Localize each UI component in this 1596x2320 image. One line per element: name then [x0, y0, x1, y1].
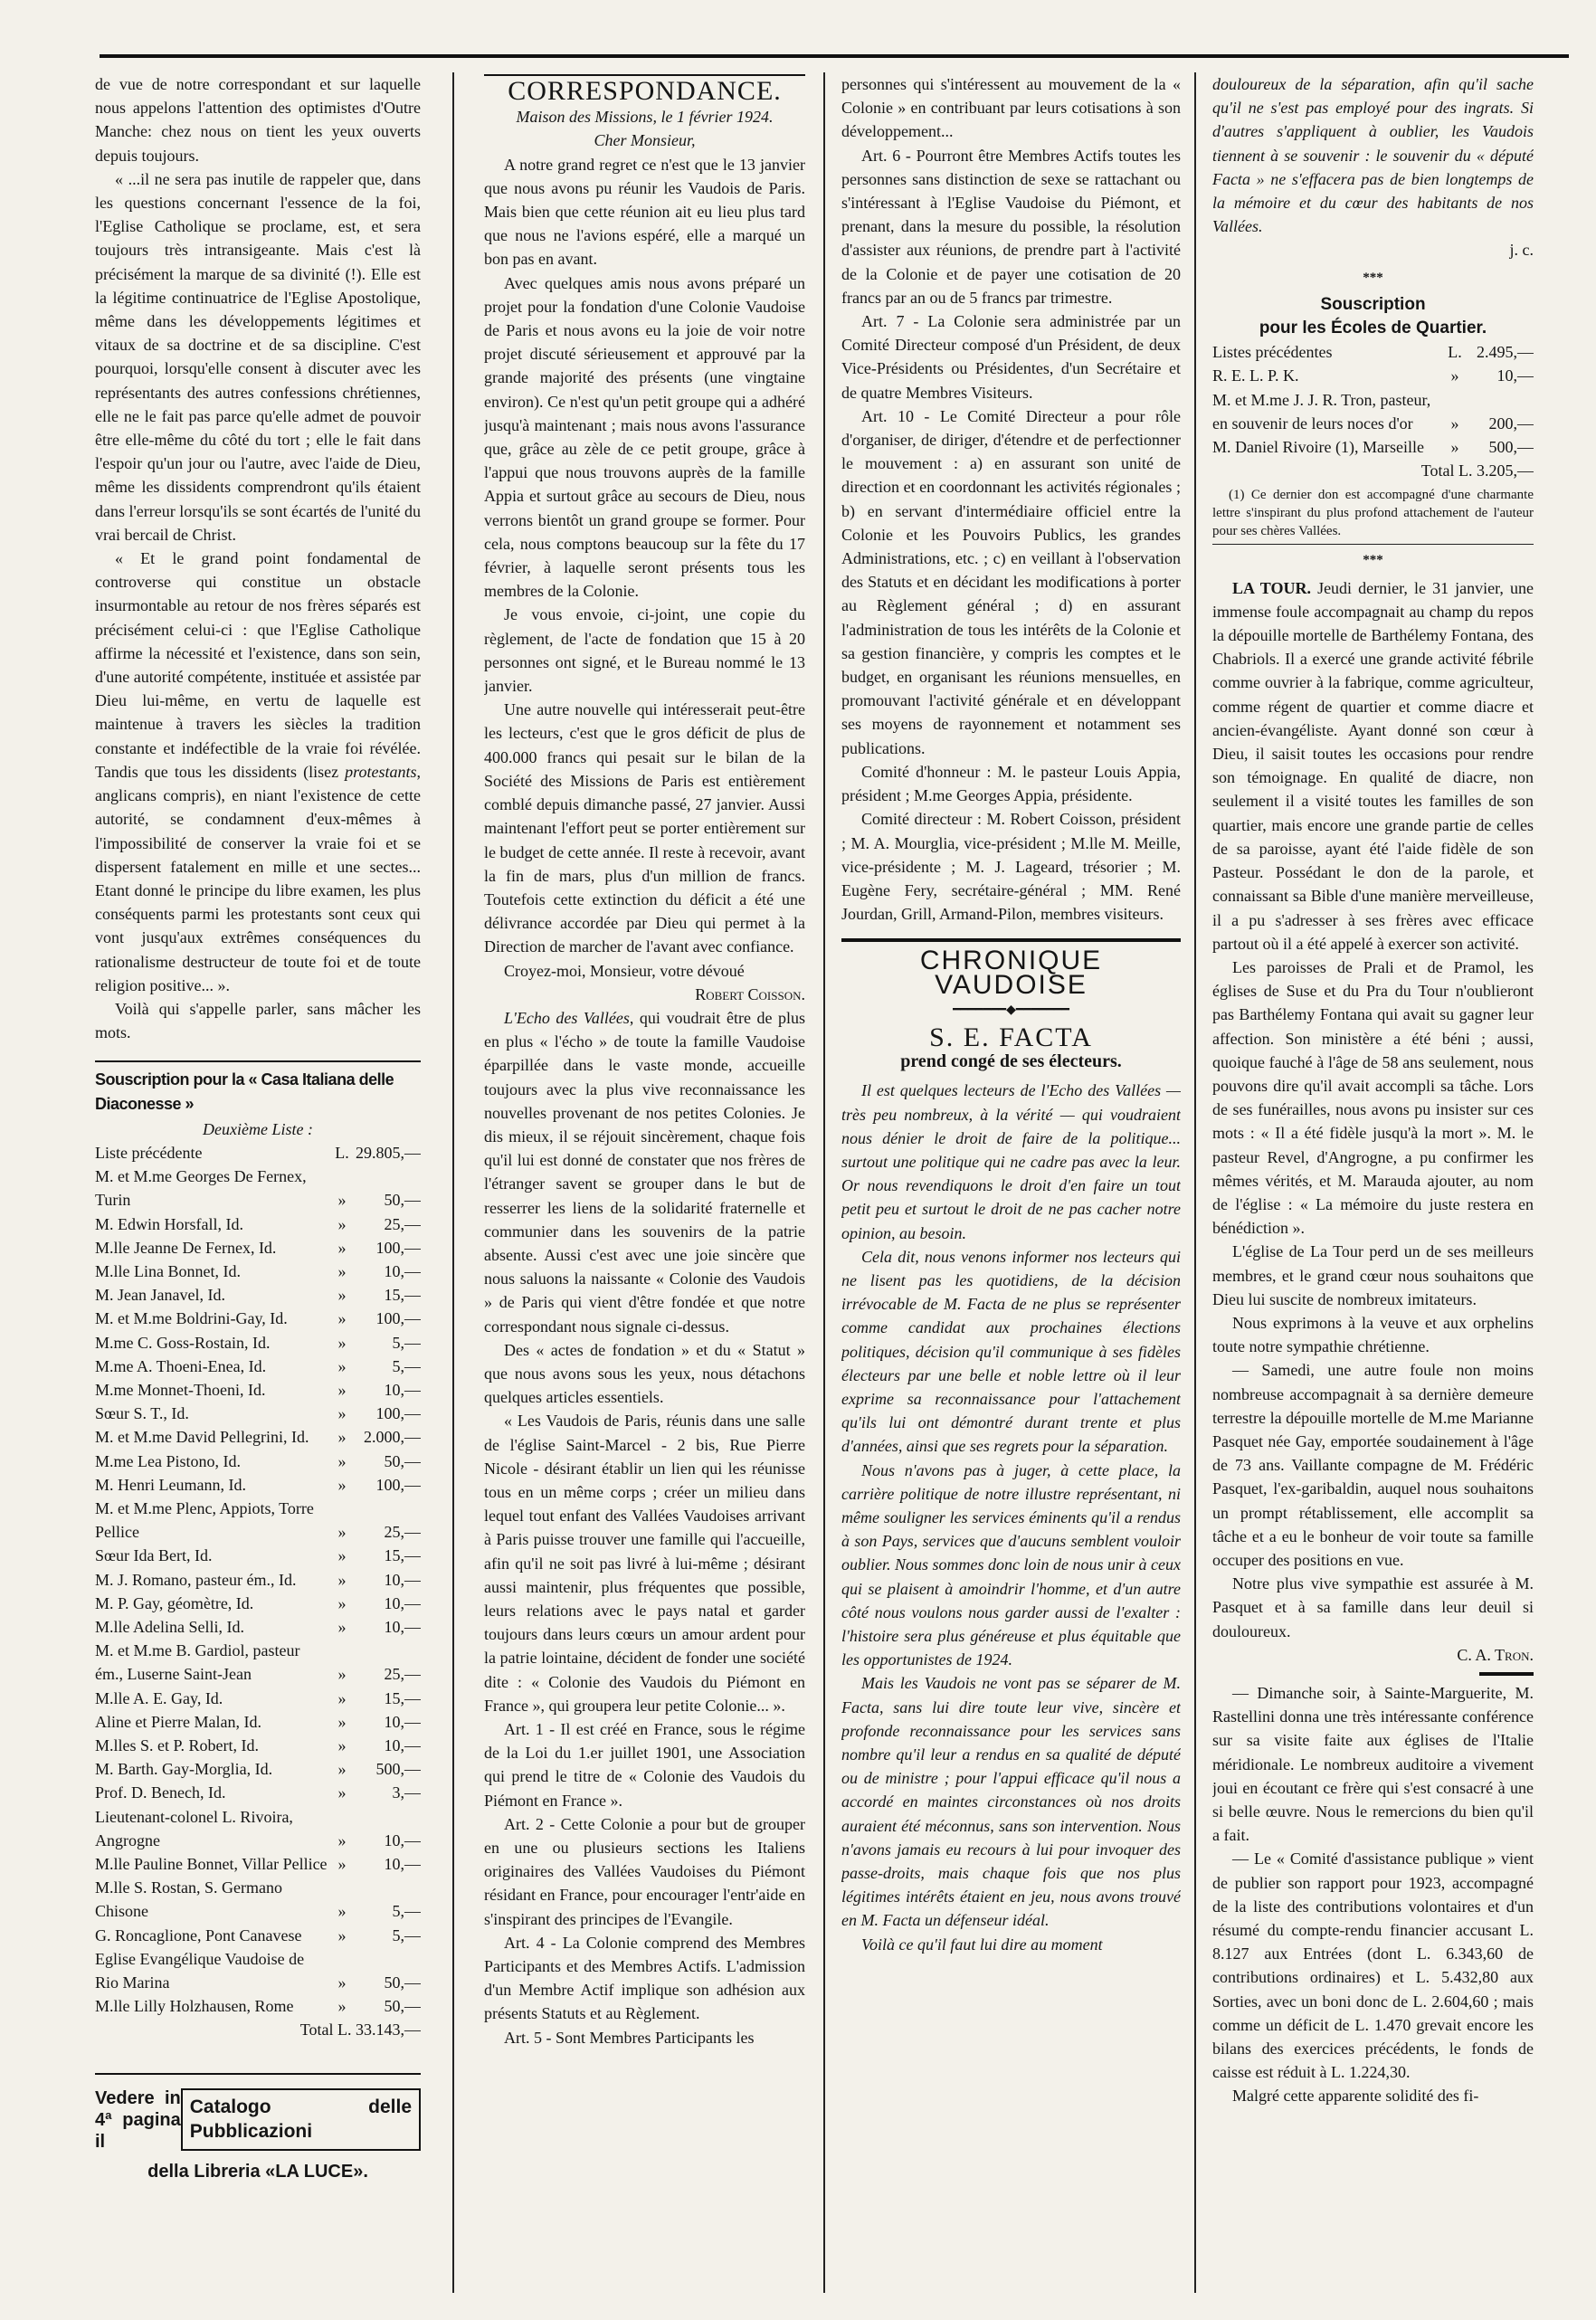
donor-name: Sœur Ida Bert, Id.: [95, 1546, 213, 1565]
currency-mark: »: [337, 1925, 347, 1944]
currency-mark: »: [337, 1593, 347, 1612]
school-subscription-title: Souscription: [1320, 294, 1426, 314]
currency-mark: »: [1450, 366, 1459, 385]
amount: 2.000,—: [364, 1428, 421, 1447]
list-row: [95, 1473, 421, 1497]
currency-mark: »: [337, 1830, 347, 1849]
donor-name: M.lle Lilly Holzhausen, Rome: [95, 1997, 294, 2016]
donor-name: M. Jean Janavel, Id.: [95, 1286, 225, 1305]
amount: 100,—: [375, 1309, 421, 1328]
paragraph: Nous n'avons pas à juger, à cette place, la carrière politique de notre illustre représentant, ni même souligner les services éminents qu'il a rendus à son Pays, services que d'aucuns semblent vouloir oublier. Nous sommes donc loin de nous unir à ceux qui se plaisent à amoindrir l'homme, et d'un autre côté nous voulons nous garder aussi de l'exalter : l'histoire sera plus généreuse et plus équitable que les opportunistes de 1924.: [841, 1460, 1181, 1669]
school-subscription-list: [1212, 340, 1534, 459]
paragraph: Art. 2 - Cette Colonie a pour but de grouper en une ou plusieurs sections les Italiens originaires des Vallées Vaudoises du Piémont résidant en France, pour encourager l'entr'aide en s'inspirant des principes de l'Evangile.: [484, 1814, 805, 1928]
list-row: [95, 1687, 421, 1710]
paragraph: Comité d'honneur : M. le pasteur Louis Appia, président ; M.me Georges Appia, présidente.: [841, 762, 1181, 805]
amount: 10,—: [384, 1855, 421, 1874]
advert-libreria: della Libreria «LA LUCE».: [147, 2161, 368, 2182]
donor-name: M. et M.me J. J. R. Tron, pasteur, en souvenir de leurs noces d'or: [1212, 390, 1431, 433]
paragraph: Voilà qui s'appelle parler, sans mâcher les mots.: [95, 999, 421, 1042]
donor-name: M.me Monnet-Thoeni, Id.: [95, 1380, 266, 1399]
school-subscription-total: Total L. 3.205,—: [1420, 461, 1534, 480]
donor-name: M.lle Jeanne De Fernex, Id.: [95, 1238, 277, 1257]
signature: Robert Coisson.: [695, 984, 805, 1003]
currency-mark: »: [337, 1214, 347, 1233]
currency-mark: »: [337, 1546, 347, 1565]
column-1: [95, 72, 421, 2293]
paragraph: « Et le grand point fondamental de controverse qui constitue un obstacle insurmontable au retour de nos frères séparés est précisément celui-ci : que l'Eglise Catholique affirme la nécessité et l'existence, dans son sein, d'une autorité compétente, instituée et assistée par Dieu lui-même, en vertu de laquelle est maintenue à travers les siècles la tradition constante et indéfectible de la vraie foi révélée. Tandis que tous les dissidents (lisez protestants, anglicans compris), en niant l'existence de cette autorité, se condamnent d'eux-mêmes à l'impossibilité de conserver la vraie foi et se dispersent fatalement en mille et une sectes... Etant donné le principe du libre examen, les plus conséquents parmi les protestants sont ceux qui vont jusqu'aux extrêmes conséquences du rationalisme destructeur de toute foi et de toute religion positive... ».: [95, 549, 421, 994]
paragraph: Art. 10 - Le Comité Directeur a pour rôle d'organiser, de diriger, d'étendre et de perfectionner le mouvement : a) en assurant son unité de direction et en coordonnant les activités régionales ; b) en servant d'intermédiaire officiel entre la Colonie et les Pouvoirs Publics, les grandes Administrations, etc. ; c) en veillant à l'observation des Statuts et en décidant les modifications à porter au Règlement général ; d) en assurant l'administration de tous les intérêts de la Colonie et sa gestion financière, y compris les comptes et le budget, en organisant les réunions mensuelles, en promouvant l'activité générale et en développant ses moyens de rayonnement et notamment ses publications.: [841, 406, 1181, 757]
donor-name: M. P. Gay, géomètre, Id.: [95, 1593, 254, 1612]
amount: 50,—: [384, 1451, 421, 1470]
paragraph: Comité directeur : M. Robert Coisson, président ; M. A. Mourglia, vice-président ; M.lle M. Meille, vice-présidente ; M. J. Lageard, trésorier ; M. Eugène Fery, secrétaire-général ; MM. René Jourdan, Grill, Armand-Pilon, membres visiteurs.: [841, 810, 1181, 924]
amount: 5,—: [392, 1902, 421, 1921]
column-rule: [452, 72, 454, 2293]
paragraph: « ...il ne sera pas inutile de rappeler que, dans les questions concernant l'essence de la foi, l'Eglise Catholique se proclame, est, et sera toujours très intransigeante. Mais c'est là précisément la marque de sa divinité (!). Elle est la légitime continuatrice de l'Eglise Apostolique, même dans les développements légitimes et vitaux de sa doctrine et de sa discipline. C'est pourquoi, lorsqu'elle consent à discuter avec les représentants des autres confessions chrétiennes, elle ne le fait pas parce qu'elle admet de pouvoir être elle-même du côté du tort ; elle le fait dans l'espoir qu'un jour ou l'autre, avec l'aide de Dieu, même les dissidents comprendront qu'ils étaient dans l'erreur lorsqu'ils se sont écartés de l'unité du vrai bercail de Christ.: [95, 169, 421, 544]
subscription-total: Total L. 33.143,—: [299, 2020, 421, 2040]
amount: 25,—: [384, 1523, 421, 1542]
ornament-divider: ━━━━━━━◆━━━━━━━: [953, 1003, 1069, 1017]
list-row: [95, 1212, 421, 1236]
paragraph: Je vous envoie, ci-joint, une copie du règlement, de l'acte de fondation que 15 à 20 personnes ont signé, et le Bureau nommé le 13 janvier.: [484, 605, 805, 696]
paragraph: Malgré cette apparente solidité des fi-: [1232, 2087, 1479, 2106]
currency-mark: »: [337, 1238, 347, 1257]
amount: 10,—: [384, 1712, 421, 1731]
amount: 100,—: [375, 1404, 421, 1423]
list-row: [95, 1165, 421, 1212]
amount: 15,—: [384, 1546, 421, 1565]
paragraph: Voilà ce qu'il faut lui dire au moment: [861, 1935, 1103, 1954]
paragraph: Une autre nouvelle qui intéresserait peut-être les lecteurs, c'est que le gros déficit de plus de 400.000 francs qui pesait sur le bilan de la Société des Missions de Paris est entièrement comblé depuis dimanche passé, 27 janvier. Aussi maintenant l'effort peut se porter entièrement sur le budget de cette année. Il reste à recevoir, avant la fin de mars, plus d'un million de francs. Toutefois cette extinction du déficit a été une délivrance accordée par Dieu qui permet à la Direction de marcher de l'avant avec confiance.: [484, 700, 805, 956]
currency-mark: »: [337, 1570, 347, 1589]
separator-stars: ***: [1363, 270, 1383, 285]
list-row: [95, 1994, 421, 2018]
donor-name: M.lle Lina Bonnet, Id.: [95, 1261, 241, 1280]
list-row: [95, 1734, 421, 1757]
paragraph: Les paroisses de Prali et de Pramol, les églises de Suse et du Pra du Tour n'oublieront pas Barthélemy Fontana qui avait su gagner leur affection. Son ministère a été béni ; aussi, quoique fauché à l'âge de 58 ans seulement, nous pouvons dire qu'il avait accompli sa tâche. Lors de ses funérailles, nous avons pu insister sur ces mots : « Il a été fidèle jusqu'à la mort ». M. le pasteur Revel, d'Angrogne, a pu confirmer les mêmes vérités, et M. Marauda ajouter, au nom de l'église : « La mémoire du juste restera en bénédiction ».: [1212, 957, 1534, 1238]
list-row: [1212, 364, 1534, 387]
paragraph: Nous exprimons à la veuve et aux orphelins toute notre sympathie chrétienne.: [1212, 1313, 1534, 1356]
list-row: [95, 1497, 421, 1544]
currency-mark: »: [337, 1902, 347, 1921]
list-row: [95, 1236, 421, 1260]
currency-mark: »: [337, 1428, 347, 1447]
advert-vedere: Vedere in 4ª pagina il: [95, 2087, 181, 2152]
currency-mark: »: [337, 1451, 347, 1470]
amount: 100,—: [375, 1475, 421, 1494]
paragraph: Art. 1 - Il est créé en France, sous le régime de la Loi du 1.er juillet 1901, une Association qui prend le titre de « Colonie des Vaudois du Piémont en France ».: [484, 1720, 805, 1810]
currency-mark: »: [1450, 414, 1459, 433]
donor-name: Eglise Evangélique Vaudoise de Rio Marina: [95, 1949, 305, 1992]
signature: j. c.: [1509, 241, 1534, 260]
donor-name: M.me C. Goss-Rostain, Id.: [95, 1333, 271, 1352]
donor-name: M. Barth. Gay-Morglia, Id.: [95, 1760, 273, 1779]
advert-luce: [95, 2073, 421, 2153]
amount: 50,—: [384, 1191, 421, 1210]
donor-name: G. Roncaglione, Pont Canavese: [95, 1925, 302, 1944]
list-row: [95, 1852, 421, 1876]
paragraph: Art. 4 - La Colonie comprend des Membres Participants et des Membres Actifs. L'admission d'un Membre Actif implique son adhésion aux présents Statuts et au Règlement.: [484, 1933, 805, 2023]
currency-mark: »: [337, 1760, 347, 1779]
amount: 10,—: [384, 1830, 421, 1849]
paragraph: L'Echo des Vallées, qui voudrait être de plus en plus « l'écho » de toute la famille Vaudoise éparpillée dans le vaste monde, accueille toujours avec la plus vive reconnaissance les nouvelles provenant de nos petites Colonies. Je dis mieux, il se réjouit sincèrement, chaque fois qu'il lui est donné de constater que nos frères de l'étranger savent se grouper dans le but de resserrer les liens de la solidarité fraternelle et communier dans les souvenirs de la patrie absente. Aussi c'est avec une joie sincère que nous saluons la naissante « Colonie des Vaudois » de Paris qui vient d'être fondée et que notre correspondant nous signale ci-dessus.: [484, 1008, 805, 1336]
currency-mark: »: [337, 1261, 347, 1280]
list-row: [95, 1425, 421, 1449]
salutation: Cher Monsieur,: [594, 131, 696, 150]
paragraph: L'église de La Tour perd un de ses meilleurs membres, et le grand cœur nous souhaitons que Dieu lui suscite de nombreux imitateurs.: [1212, 1242, 1534, 1308]
separator-bar: [1479, 1672, 1534, 1676]
donor-name: M. et M.me B. Gardiol, pasteur ém., Luserne Saint-Jean: [95, 1641, 300, 1684]
list-row: [95, 1781, 421, 1804]
amount: 5,—: [392, 1925, 421, 1944]
paragraph: LA TOUR. Jeudi dernier, le 31 janvier, une immense foule accompagnait au champ du repos la dépouille mortelle de Barthélemy Fontana, des Chabriols. Il a exercé une grande activité fébrile comme ouvrier à la fabrique, comme agriculteur, comme régent de quartier et comme diacre et ancien-évangéliste. Ayant donné son cœur à Dieu, il saisit toutes les occasions pour rendre son témoignage. En qualité de diacre, non seulement il a visité toutes les familles de son quartier, mais encore une grande partie de celles de sa paroisse, ayant été l'aide fidèle de son Pasteur. Possédant le don de la parole, et connaissant sa Bible d'une manière merveilleuse, il a pu s'adresser à ses frères avec efficace partout où il a été appelé à exercer son activité.: [1212, 578, 1534, 953]
list-row: [95, 1141, 421, 1165]
donor-name: M. et M.me David Pellegrini, Id.: [95, 1428, 309, 1447]
paragraph: « Les Vaudois de Paris, réunis dans une salle de l'église Saint-Marcel - 2 bis, Rue Pierre Nicole - désirant établir un lien qui les réunisse tous en un même corps ; créer un milieu dans lequel tout enfant des Vallées Vaudoises arrivant à Paris puisse trouver une famille qui l'accueille, afin qu'il ne soit pas livré à lui-même ; désirant aussi maintenir, plus fréquentes que possible, leurs relations avec le pays natal et garder toujours dans leurs cœurs un amour ardent pour la patrie lointaine, décident de fonder une société dite : « Colonie des Vaudois du Piémont en France », qui groupera leur petite Colonie... ».: [484, 1412, 805, 1715]
list-row: [95, 1450, 421, 1473]
donor-name: M. et M.me Plenc, Appiots, Torre Pellice: [95, 1498, 314, 1542]
list-row: [95, 1805, 421, 1852]
donor-name: Prof. D. Benech, Id.: [95, 1783, 226, 1802]
column-3: [841, 72, 1181, 2293]
list-row: [1212, 388, 1534, 435]
dateline: Maison des Missions, le 1 février 1924.: [516, 108, 774, 127]
paragraph: de vue de notre correspondant et sur laquelle nous appelons l'attention des optimistes d'Outre Manche: chez nous on tient les yeux ouverts depuis toujours.: [95, 75, 421, 165]
donor-name: Listes précédentes: [1212, 343, 1333, 362]
amount: 100,—: [375, 1238, 421, 1257]
currency-mark: »: [337, 1712, 347, 1731]
list-row: [95, 1639, 421, 1686]
currency-mark: L.: [1448, 343, 1462, 362]
amount: 15,—: [384, 1286, 421, 1305]
currency-mark: »: [337, 1688, 347, 1707]
footnote: (1) Ce dernier don est accompagné d'une charmante lettre s'inspirant du plus profond attachement de l'auteur pour ses chères Vallées.: [1212, 486, 1534, 545]
amount: 3,—: [392, 1783, 421, 1802]
paragraph: douloureux de la séparation, afin qu'il sache qu'il ne s'est pas employé pour des ingrats. Si d'autres s'appliquent à oublier, les Vaudois tiennent à se souvenir : le souvenir du « député Facta » ne s'effacera pas de bien longtemps de la mémoire et du cœur des habitants de nos Vallées.: [1212, 75, 1534, 236]
currency-mark: »: [337, 1286, 347, 1305]
currency-mark: »: [337, 1333, 347, 1352]
paragraph: Mais les Vaudois ne vont pas se séparer de M. Facta, sans lui dire toute leur vive, sincère et profonde reconnaissance pour les services sans nombre qu'il leur a rendus en sa qualité de député ou de ministre ; pour l'appui efficace qu'il nous a accordé en maintes circonstances où nos droits auraient été méconnus, sans son intervention. Nous n'avons jamais eu recours à lui pour invoquer des passe-droits, mais chaque fois que nos plus légitimes intérêts étaient en jeu, nous avons trouvé en M. Facta un défenseur idéal.: [841, 1674, 1181, 1930]
currency-mark: »: [337, 1404, 347, 1423]
donor-name: Aline et Pierre Malan, Id.: [95, 1712, 261, 1731]
donor-name: M.lle Pauline Bonnet, Villar Pellice: [95, 1855, 328, 1874]
article-title-facta: S. E. FACTA: [929, 1022, 1093, 1052]
donor-name: M. et M.me Boldrini-Gay, Id.: [95, 1309, 288, 1328]
school-subscription-subtitle: pour les Écoles de Quartier.: [1259, 319, 1487, 338]
paragraph: Il est quelques lecteurs de l'Echo des Vallées — très peu nombreux, à la vérité — qui voudraient nous dénier le droit de faire de la politique... surtout une politique qui ne cadre pas avec la leur. Or nous revendiquons le droit d'en faire un tout petit peu et surtout le droit de ne pas cacher notre opinion, au besoin.: [841, 1081, 1181, 1242]
paragraph: Art. 5 - Sont Membres Participants les: [504, 2028, 755, 2047]
list-row: [95, 1378, 421, 1402]
amount: 25,—: [384, 1665, 421, 1684]
paragraph: Art. 7 - La Colonie sera administrée par un Comité Directeur composé d'un Président, de deux Vice-Présidents ou Présidentes, d'un Secrétaire et de quatre Membres Visiteurs.: [841, 312, 1181, 402]
amount: 200,—: [1488, 414, 1534, 433]
amount: 500,—: [375, 1760, 421, 1779]
currency-mark: »: [1450, 438, 1459, 457]
paragraph: Avec quelques amis nous avons préparé un projet pour la fondation d'une Colonie Vaudoise de Paris et nous avons eu la joie de voir notre projet discuté sérieusement et approuvé par la grande majorité des présents (une vingtaine environ). Ce n'est qu'un petit groupe qui a adhéré jusqu'à maintenant ; mais nous avons l'assurance que, grâce au zèle de ce petit groupe, grâce à l'appui que nous trouvons auprès de la famille Appia et surtout grâce au secours de Dieu, nous verrons bientôt un grand groupe se former. Pour cela, nous comptons beaucoup sur la fête du 17 février, à laquelle seront présents tous les membres de la Colonie.: [484, 273, 805, 601]
donor-name: M.me Lea Pistono, Id.: [95, 1451, 241, 1470]
donor-name: Liste précédente: [95, 1143, 203, 1162]
section-title-correspondance: CORRESPONDANCE.: [484, 74, 805, 103]
amount: 15,—: [384, 1688, 421, 1707]
amount: 10,—: [384, 1380, 421, 1399]
donor-name: M. Daniel Rivoire (1), Marseille: [1212, 438, 1424, 457]
currency-mark: »: [337, 1736, 347, 1755]
article-subtitle: prend congé de ses électeurs.: [900, 1051, 1122, 1072]
currency-mark: »: [337, 1309, 347, 1328]
amount: 10,—: [384, 1593, 421, 1612]
list-row: [95, 1876, 421, 1923]
paragraph: Des « actes de fondation » et du « Statut » que nous avons sous les yeux, nous détachons quelques articles essentiels.: [484, 1340, 805, 1407]
amount: 50,—: [384, 1973, 421, 1992]
list-row: [95, 1615, 421, 1639]
currency-mark: »: [337, 1783, 347, 1802]
currency-mark: »: [337, 1475, 347, 1494]
currency-mark: »: [337, 1855, 347, 1874]
separator-stars: ***: [1363, 553, 1383, 568]
list-row: [95, 1757, 421, 1781]
paragraph: Notre plus vive sympathie est assurée à M. Pasquet et à sa famille dans leur deuil si douloureux.: [1212, 1574, 1534, 1640]
donor-name: M. Edwin Horsfall, Id.: [95, 1214, 243, 1233]
donor-name: Sœur S. T., Id.: [95, 1404, 189, 1423]
donor-name: M. Henri Leumann, Id.: [95, 1475, 246, 1494]
donor-name: M.me A. Thoeni-Enea, Id.: [95, 1356, 267, 1375]
paragraph: Cela dit, nous venons informer nos lecteurs qui ne lisent pas les quotidiens, de la décision irrévocable de M. Facta de ne plus se représenter comme candidat aux prochaines élections politiques, décision qu'il communique à ses fidèles électeurs par une belle et noble lettre où il leur exprime sa reconnaissance pour l'attachement qu'ils lui ont démontré durant trente et plus d'années, ainsi que ses regrets pour la séparation.: [841, 1247, 1181, 1456]
list-row: [95, 1544, 421, 1567]
list-row: [95, 1331, 421, 1355]
list-row: [95, 1924, 421, 1947]
top-rule: [100, 54, 1569, 58]
paragraph: — Samedi, une autre foule non moins nombreuse accompagnait à sa dernière demeure terrestre la dépouille mortelle de M.me Marianne Pasquet née Gay, emportée soudainement à l'âge de 73 ans. Vaillante compagne de M. Frédéric Pasquet, l'ex-garibaldin, auquel nous souhaitons un prompt rétablissement, elle accomplit sa tâche et a eu le bonheur de voir toute sa famille occuper des positions en vue.: [1212, 1361, 1534, 1569]
list-row: [95, 1307, 421, 1330]
section-title-chronique: CHRONIQUE VAUDOISE: [841, 938, 1181, 996]
list-row: [1212, 340, 1534, 364]
list-row: [95, 1260, 421, 1283]
column-rule: [1194, 72, 1196, 2293]
currency-mark: »: [337, 1356, 347, 1375]
currency-mark: L.: [335, 1143, 349, 1162]
donor-name: M. J. Romano, pasteur ém., Id.: [95, 1570, 297, 1589]
amount: 10,—: [1496, 366, 1534, 385]
paragraph: — Le « Comité d'assistance publique » vient de publier son rapport pour 1923, accompagné de la liste des contributions volontaires et d'un résumé du compte-rendu financier accusant L. 8.127 aux Entrées (dont L. 6.343,60 de contributions ordinaires) et L. 5.432,80 aux Sorties, avec un boni donc de L. 2.604,60 ; mais comme un déficit de L. 1.470 grevait encore les bilans des exercices précédents, le fonds de caisse est réduit à L. 1.224,30.: [1212, 1849, 1534, 2082]
list-row: [95, 1568, 421, 1592]
currency-mark: »: [337, 1973, 347, 1992]
column-4: [1212, 72, 1534, 2293]
list-row: [95, 1592, 421, 1615]
paragraph: A notre grand regret ce n'est que le 13 janvier que nous avons pu réunir les Vaudois de Paris. Mais bien que cette réunion ait eu lieu plus tard que nous ne l'avions espéré, elle a marqué un bon pas en avant.: [484, 155, 805, 269]
paragraph: — Dimanche soir, à Sainte-Marguerite, M. Rastellini donna une très intéressante conférence sur sa visite faite aux églises de l'Italie méridionale. Le nombreux auditoire a vivement joui en écoutant ce frère qui s'est consacré à une si belle œuvre. Nous le remercions du bien qu'il a fait.: [1212, 1684, 1534, 1845]
currency-mark: »: [337, 1997, 347, 2016]
amount: 2.495,—: [1477, 343, 1534, 362]
paragraph: personnes qui s'intéressent au mouvement de la « Colonie » en contribuant par leurs cotisations à son développement...: [841, 75, 1181, 141]
paragraph: Art. 6 - Pourront être Membres Actifs toutes les personnes sans distinction de sexe se rattachant ou s'intéressant à l'Eglise Vaudoise du Piémont, et prenant, dans la mesure du possible, la résolution d'assister aux réunions, de prendre part à l'activité de la Colonie et de payer une cotisation de 20 francs par an ou de 5 francs par trimestre.: [841, 146, 1181, 307]
currency-mark: »: [337, 1523, 347, 1542]
paragraph: Croyez-moi, Monsieur, votre dévoué: [504, 961, 745, 980]
amount: 10,—: [384, 1618, 421, 1636]
subscription-list: [95, 1141, 421, 2019]
amount: 5,—: [392, 1356, 421, 1375]
signature: C. A. Tron.: [1457, 1645, 1534, 1664]
donor-name: M.lle Adelina Selli, Id.: [95, 1618, 244, 1636]
list-row: [1212, 435, 1534, 459]
donor-name: M.lles S. et P. Robert, Id.: [95, 1736, 260, 1755]
currency-mark: »: [337, 1191, 347, 1210]
currency-mark: »: [337, 1665, 347, 1684]
list-row: [95, 1402, 421, 1425]
amount: 50,—: [384, 1997, 421, 2016]
amount: 5,—: [392, 1333, 421, 1352]
amount: 10,—: [384, 1261, 421, 1280]
list-row: [95, 1947, 421, 1994]
advert-catalogo-box: Catalogo delle Pubblicazioni: [181, 2088, 421, 2150]
donor-name: Lieutenant-colonel L. Rivoira, Angrogne: [95, 1807, 293, 1849]
list-row: [95, 1283, 421, 1307]
donor-name: M.lle A. E. Gay, Id.: [95, 1688, 223, 1707]
list-row: [95, 1710, 421, 1734]
donor-name: R. E. L. P. K.: [1212, 366, 1299, 385]
amount: 500,—: [1488, 438, 1534, 457]
subscription-title: Souscription pour la « Casa Italiana delle Diaconesse »: [95, 1060, 421, 1115]
list-row: [95, 1355, 421, 1378]
donor-name: M. et M.me Georges De Fernex, Turin: [95, 1167, 307, 1210]
column-2: [484, 72, 805, 2293]
currency-mark: »: [337, 1618, 347, 1636]
amount: 10,—: [384, 1736, 421, 1755]
currency-mark: »: [337, 1380, 347, 1399]
amount: 29.805,—: [356, 1143, 421, 1162]
donor-name: M.lle S. Rostan, S. Germano Chisone: [95, 1878, 282, 1921]
column-rule: [823, 72, 825, 2293]
amount: 10,—: [384, 1570, 421, 1589]
subscription-subtitle: Deuxième Liste :: [203, 1119, 313, 1138]
amount: 25,—: [384, 1214, 421, 1233]
